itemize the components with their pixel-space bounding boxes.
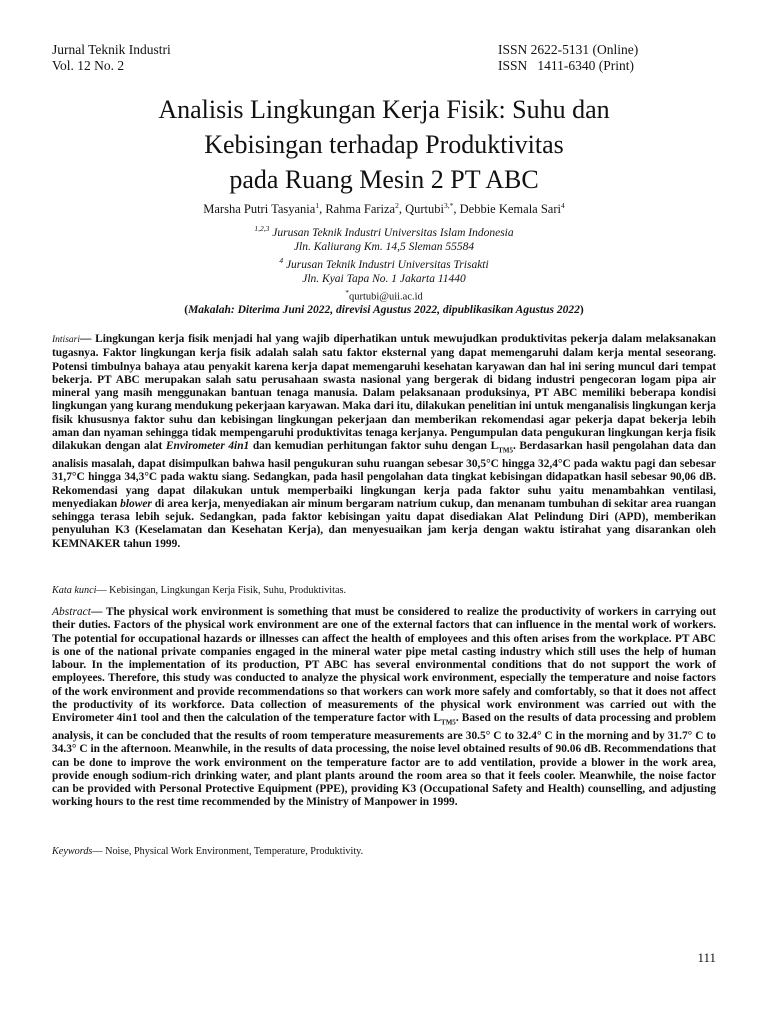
author-sup: 4 (560, 201, 565, 210)
affiliation-line: $^{1,2,3}$ Jurusan Teknik Industri Universitas Islam Indonesia (254, 224, 514, 239)
title-line: Analisis Lingkungan Kerja Fisik: Suhu dan (158, 95, 610, 124)
journal-header (52, 42, 171, 74)
abstract-label: Abstract (52, 606, 91, 618)
issn-header (498, 42, 638, 74)
author-name: Marsha Putri Tasyania (203, 202, 316, 217)
author-name: Rahma Fariza (325, 202, 396, 217)
received-dates: (Makalah: Diterima Juni 2022, direvisi Agustus 2022, dipublikasikan Agustus 2022) (184, 304, 584, 316)
paper-title (0, 92, 768, 197)
intisari-paragraph: Intisari— Lingkungan kerja fisik menjadi hal yang wajib diperhatikan untuk mewujudkan produktivitas pekerja dalam melaksanakan tugasnya. Faktor lingkungan kerja fisik adalah salah satu faktor eksternal yang dapat memengaruhi dalam kerja mental seseorang. Potensi timbulnya bahaya atau penyakit karena kerja dapat memengaruhi kesehatan karyawan dan hal ini sering muncul dari tempat bekerja. PT ABC merupakan salah satu perusahaan swasta nasional yang bergerak di bidang industri pengecoran logam pipa air mineral yang masih menggunakan bantuan tenaga manusia. Dalam pelaksanaan produksinya, PT ABC memiliki beberapa kondisi lingkungan yang kurang mendukung pekerjaan karyawan. Maka dari itu, dilakukan penelitian ini untuk menganalisis lingkungan kerja fisik khususnya faktor suhu dan kebisingan lingkungan pekerjaan dan memberikan rekomendasi agar pekerja dapat bekerja lebih aman dan nyaman sehingga tidak mempengaruhi produktivitas tenaga kerjanya. Pengumpulan data pengukuran lingkungan kerja fisik dilakukan dengan alat Envirometer 4in1 dan kemudian perhitungan faktor suhu dengan $L_{TM5}$. Berdasarkan hasil pengolahan data dan analisis masalah, dapat disimpulkan bahwa hasil pengukuran suhu ruangan sebesar 30,5°C hingga 32,4°C pada waktu pagi dan sebesar 31,7°C hingga 34,3°C pada waktu siang. Sedangkan, pada hasil pengolahan data tingkat kebisingan didapatkan hasil sebesar 90,06 dB. Rekomendasi yang dapat dilakukan untuk memperbaiki lingkungan kerja pada faktor suhu yaitu menambahkan ventilasi, menyediakan blower di area kerja, menyediakan air minum bergaram natrium cukup, dan menanam tumbuhan di sekitar area ruangan sehingga terasa lebih sejuk. Sedangkan, pada faktor kebisingan yaitu dapat disediakan Alat Pelindung Diri (APD), memberikan penyuluhan K3 (Keselamatan dan Kesehatan Kerja), dan menyesuaikan jam kerja dengan waktu istirahat yang disarankan oleh KEMNAKER tahun 1999. (52, 333, 716, 550)
tool-name: Envirometer 4in1 (165, 440, 250, 453)
issn-print: ISSN 1411-6340 (Print) (498, 58, 635, 73)
title-line: pada Ruang Mesin 2 PT ABC (229, 165, 539, 194)
author-email: *qurtubi@uii.ac.id (345, 287, 423, 303)
affiliation-line: $^4$ Jurusan Teknik Industri Universitas Trisakti (279, 255, 489, 271)
journal-name: Jurnal Teknik Industri (52, 42, 171, 57)
author-name: Qurtubi (405, 202, 444, 217)
title-line: Kebisingan terhadap Produktivitas (204, 130, 564, 159)
issn-online: ISSN 2622-5131 (Online) (498, 42, 639, 57)
journal-volume: Vol. 12 No. 2 (52, 58, 125, 73)
affiliations (0, 222, 768, 304)
kata-kunci: Kata kunci— Kebisingan, Lingkungan Kerja Fisik, Suhu, Produktivitas. (52, 585, 347, 596)
keywords: Keywords— Noise, Physical Work Environment, Temperature, Produktivity. (52, 846, 364, 857)
affiliation-line: Jln. Kyai Tapa No. 1 Jakarta 11440 (302, 272, 466, 285)
intisari-label: Intisari (52, 335, 80, 345)
author-sup: 1 (315, 201, 320, 210)
page-number: 111 (697, 950, 716, 965)
abstract-paragraph: Abstract— The physical work environment is something that must be considered to realize the productivity of workers in carrying out their duties. Factors of the physical work environment are one of the external factors that can influence in the mental work of workers. The potential for occupational hazards or illnesses can affect the health of employees and this often arises from the workplace. PT ABC is one of the national private companies engaged in the mineral water pipe metal casting industry which still uses the help of human labour. In the implementation of its production, PT ABC has several environmental conditions that do not support the work of employees. Therefore, this study was conducted to analyze the physical work environment, especially the temperature and noise factors of the work environment and provide recommendations so that workers can work more safely and comfortably, so that it does not affect the productivity of its workforce. Data collection of measurements of the physical work environment was carried out with the Envirometer 4in1 tool and then the calculation of the temperature factor with $L_{TM5}$. Based on the results of data processing and problem analysis, it can be concluded that the results of room temperature measurements are 30.5° C to 32.4° C in the morning and by 31.7° C to 34.3° C in the afternoon. Meanwhile, in the results of data processing, the noise level obtained results of 90.06 dB. Recommendations that can be done to improve the work environment on the temperature factor are to add ventilation, provide a blower in the work area, provide enough sodium-rich drinking water, and plant plants around the room area so that it feels cooler. Meanwhile, the noise factor can be provided with Personal Protective Equipment (PPE), providing K3 (Occupational Safety and Health) counselling, and adjusting working hours to the rest time recommended by the Ministry of Manpower in 1999. (52, 606, 716, 809)
author-sup: 2 (395, 201, 399, 210)
author-sup: 3,* (444, 201, 454, 210)
affiliation-line: Jln. Kaliurang Km. 14,5 Sleman 55584 (293, 240, 475, 253)
author-name: Debbie Kemala Sari (459, 202, 561, 217)
author-list: Marsha Putri Tasyania$^1$, Rahma Fariza$^2$, Qurtubi$^{3,*}$, Debbie Kemala Sari$^4$ (203, 201, 565, 217)
